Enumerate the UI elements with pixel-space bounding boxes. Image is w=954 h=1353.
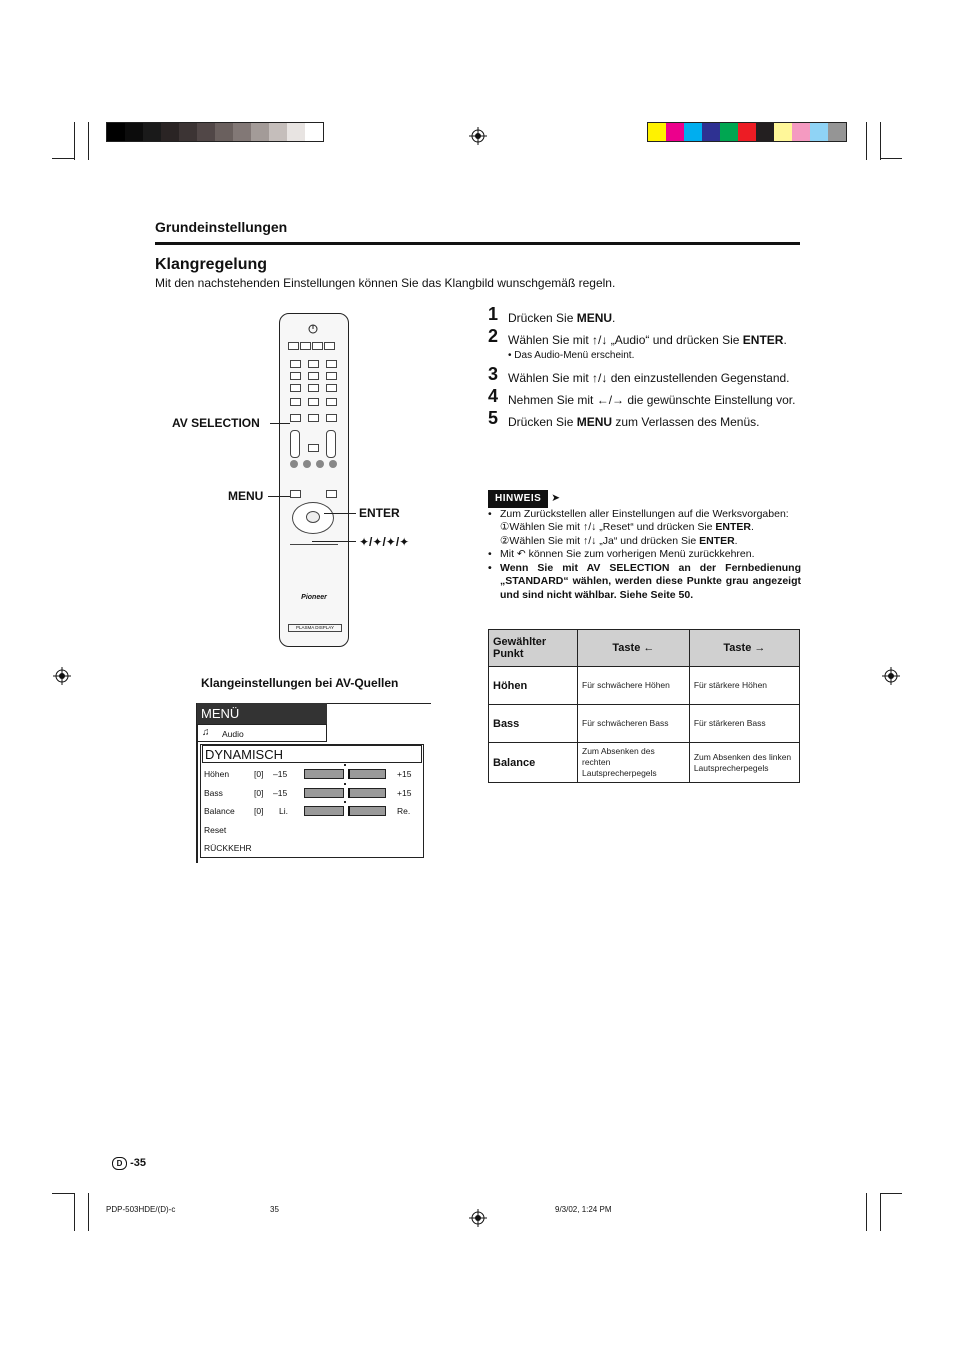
color-swatch [269,123,287,141]
crop-mark [880,1193,881,1231]
menu-item-back: RÜCKKEHR [204,843,252,853]
table-header-cell: Gewählter Punkt [489,630,578,667]
menu-item-max: Re. [397,806,411,816]
color-swatch [233,123,251,141]
leader-line [270,423,290,424]
menu-header: MENÜ [197,703,327,724]
menu-item-label: Bass [204,788,223,798]
arrow-keys-label: ✦/✦/✦/✦ [359,535,410,549]
color-strip [647,122,847,142]
crop-mark [866,122,867,160]
page-number: D -35 [112,1157,146,1170]
registration-mark-icon [469,127,487,145]
note-item: • Mit ↶ können Sie zum vorherigen Menü zurückkehren. [488,548,755,560]
audio-icon: ♫ [202,727,210,738]
crop-mark [866,1193,867,1231]
crop-mark [74,1193,75,1231]
level-knob [343,769,350,779]
level-bar [304,769,386,779]
step-5: 5 Drücken Sie MENU zum Verlassen des Menüs. [488,408,760,429]
menu-item-value: [0] [254,769,264,779]
table-header-row [489,630,800,667]
remote-brand: Pioneer [301,594,327,601]
table-row: Höhen Für schwächere Höhen Für stärkere Höhen [489,667,800,705]
crop-mark [880,158,902,159]
crop-mark [880,1193,902,1194]
footer-file: PDP-503HDE/(D)-c [106,1205,176,1214]
crop-mark [88,122,89,160]
section-header: Grundeinstellungen [155,219,288,235]
table-row: Balance Zum Absenken des rechten Lautsprecherpegels Zum Absenken des linken Lautsprecherpegels [489,743,800,783]
menu-label: MENU [228,489,264,503]
color-swatch [648,123,666,141]
menu-item-min: –15 [273,788,288,798]
remote-control-illustration [279,313,349,647]
menu-item-value: [0] [254,806,264,816]
leader-line [268,496,290,497]
color-swatch [197,123,215,141]
color-swatch [107,123,125,141]
leader-line [312,541,356,542]
menu-item-min: –15 [273,769,288,779]
color-swatch [684,123,702,141]
menu-submenu: ♫ Audio [197,724,327,742]
grayscale-strip [106,122,324,142]
menu-mode: DYNAMISCH [202,745,422,763]
color-swatch [666,123,684,141]
crop-mark [52,158,74,159]
color-swatch [738,123,756,141]
color-swatch [215,123,233,141]
color-swatch [251,123,269,141]
av-selection-label: AV SELECTION [172,416,260,430]
steps-list [488,304,801,436]
color-swatch [756,123,774,141]
level-bar [304,788,386,798]
menu-item-max: +15 [397,788,412,798]
color-swatch [179,123,197,141]
table-header-cell: Taste ← [578,630,690,667]
color-swatch [828,123,846,141]
hinweis-arrow-icon: ➤ [551,492,561,504]
menu-caption: Klangeinstellungen bei AV-Quellen [201,676,399,690]
color-swatch [143,123,161,141]
notes-section [488,490,801,602]
step-2: 2 Wählen Sie mit ↑/↓ „Audio“ und drücken Sie ENTER. • Das Audio-Menü erscheint. [488,326,787,361]
section-rule [155,242,800,245]
step-3: 3 Wählen Sie mit ↑/↓ den einzustellenden Gegenstand. [488,364,790,385]
footer-timestamp: 9/3/02, 1:24 PM [555,1205,612,1214]
step-4: 4 Nehmen Sie mit ←/→ die gewünschte Einstellung vor. [488,386,796,407]
color-swatch [161,123,179,141]
enter-label: ENTER [359,506,400,520]
note-subitem: ②Wählen Sie mit ↑/↓ „Ja“ und drücken Sie ENTER. [500,534,738,547]
level-bar [304,806,386,816]
registration-mark-icon [469,1209,487,1227]
leader-line [324,513,356,514]
menu-item-value: [0] [254,788,264,798]
color-swatch [792,123,810,141]
note-subitem: ①Wählen Sie mit ↑/↓ „Reset“ und drücken Sie ENTER. [500,521,754,533]
color-swatch [720,123,738,141]
settings-table [488,629,800,783]
registration-mark-icon [882,667,900,685]
crop-mark [74,122,75,160]
power-icon [308,324,318,334]
step-1: 1 Drücken Sie MENU. [488,304,616,325]
remote-panel-label: PLASMA DISPLAY [288,624,342,632]
page-letter-badge: D [112,1157,127,1170]
color-swatch [305,123,323,141]
level-knob [343,788,350,798]
menu-frame-line [327,703,431,704]
crop-mark [52,1193,74,1194]
table-header-cell: Taste → [689,630,799,667]
color-swatch [702,123,720,141]
note-item: • Zum Zurückstellen aller Einstellungen auf die Werksvorgaben: [488,507,789,520]
color-swatch [287,123,305,141]
footer-number: 35 [270,1205,279,1214]
color-swatch [774,123,792,141]
crop-mark [880,122,881,160]
menu-item-min: Li. [279,806,288,816]
hinweis-tag: HINWEIS [488,490,548,508]
color-swatch [125,123,143,141]
menu-item-label: Höhen [204,769,230,779]
crop-mark [88,1193,89,1231]
intro-text: Mit den nachstehenden Einstellungen können Sie das Klangbild wunschgemäß regeln. [155,276,616,290]
menu-item-max: +15 [397,769,412,779]
menu-item-label: Balance [204,806,235,816]
level-knob [343,806,350,816]
page-title: Klangregelung [155,256,268,273]
menu-item-reset: Reset [204,825,227,835]
note-item: • Wenn Sie mit AV SELECTION an der Fernbedienung „STANDARD“ wählen, werden diese Punkte grau angezeigt und sind nicht wählbar. Siehe Seite 50. [488,561,801,601]
table-row: Bass Für schwächeren Bass Für stärkeren Bass [489,705,800,743]
registration-mark-icon [53,667,71,685]
color-swatch [810,123,828,141]
